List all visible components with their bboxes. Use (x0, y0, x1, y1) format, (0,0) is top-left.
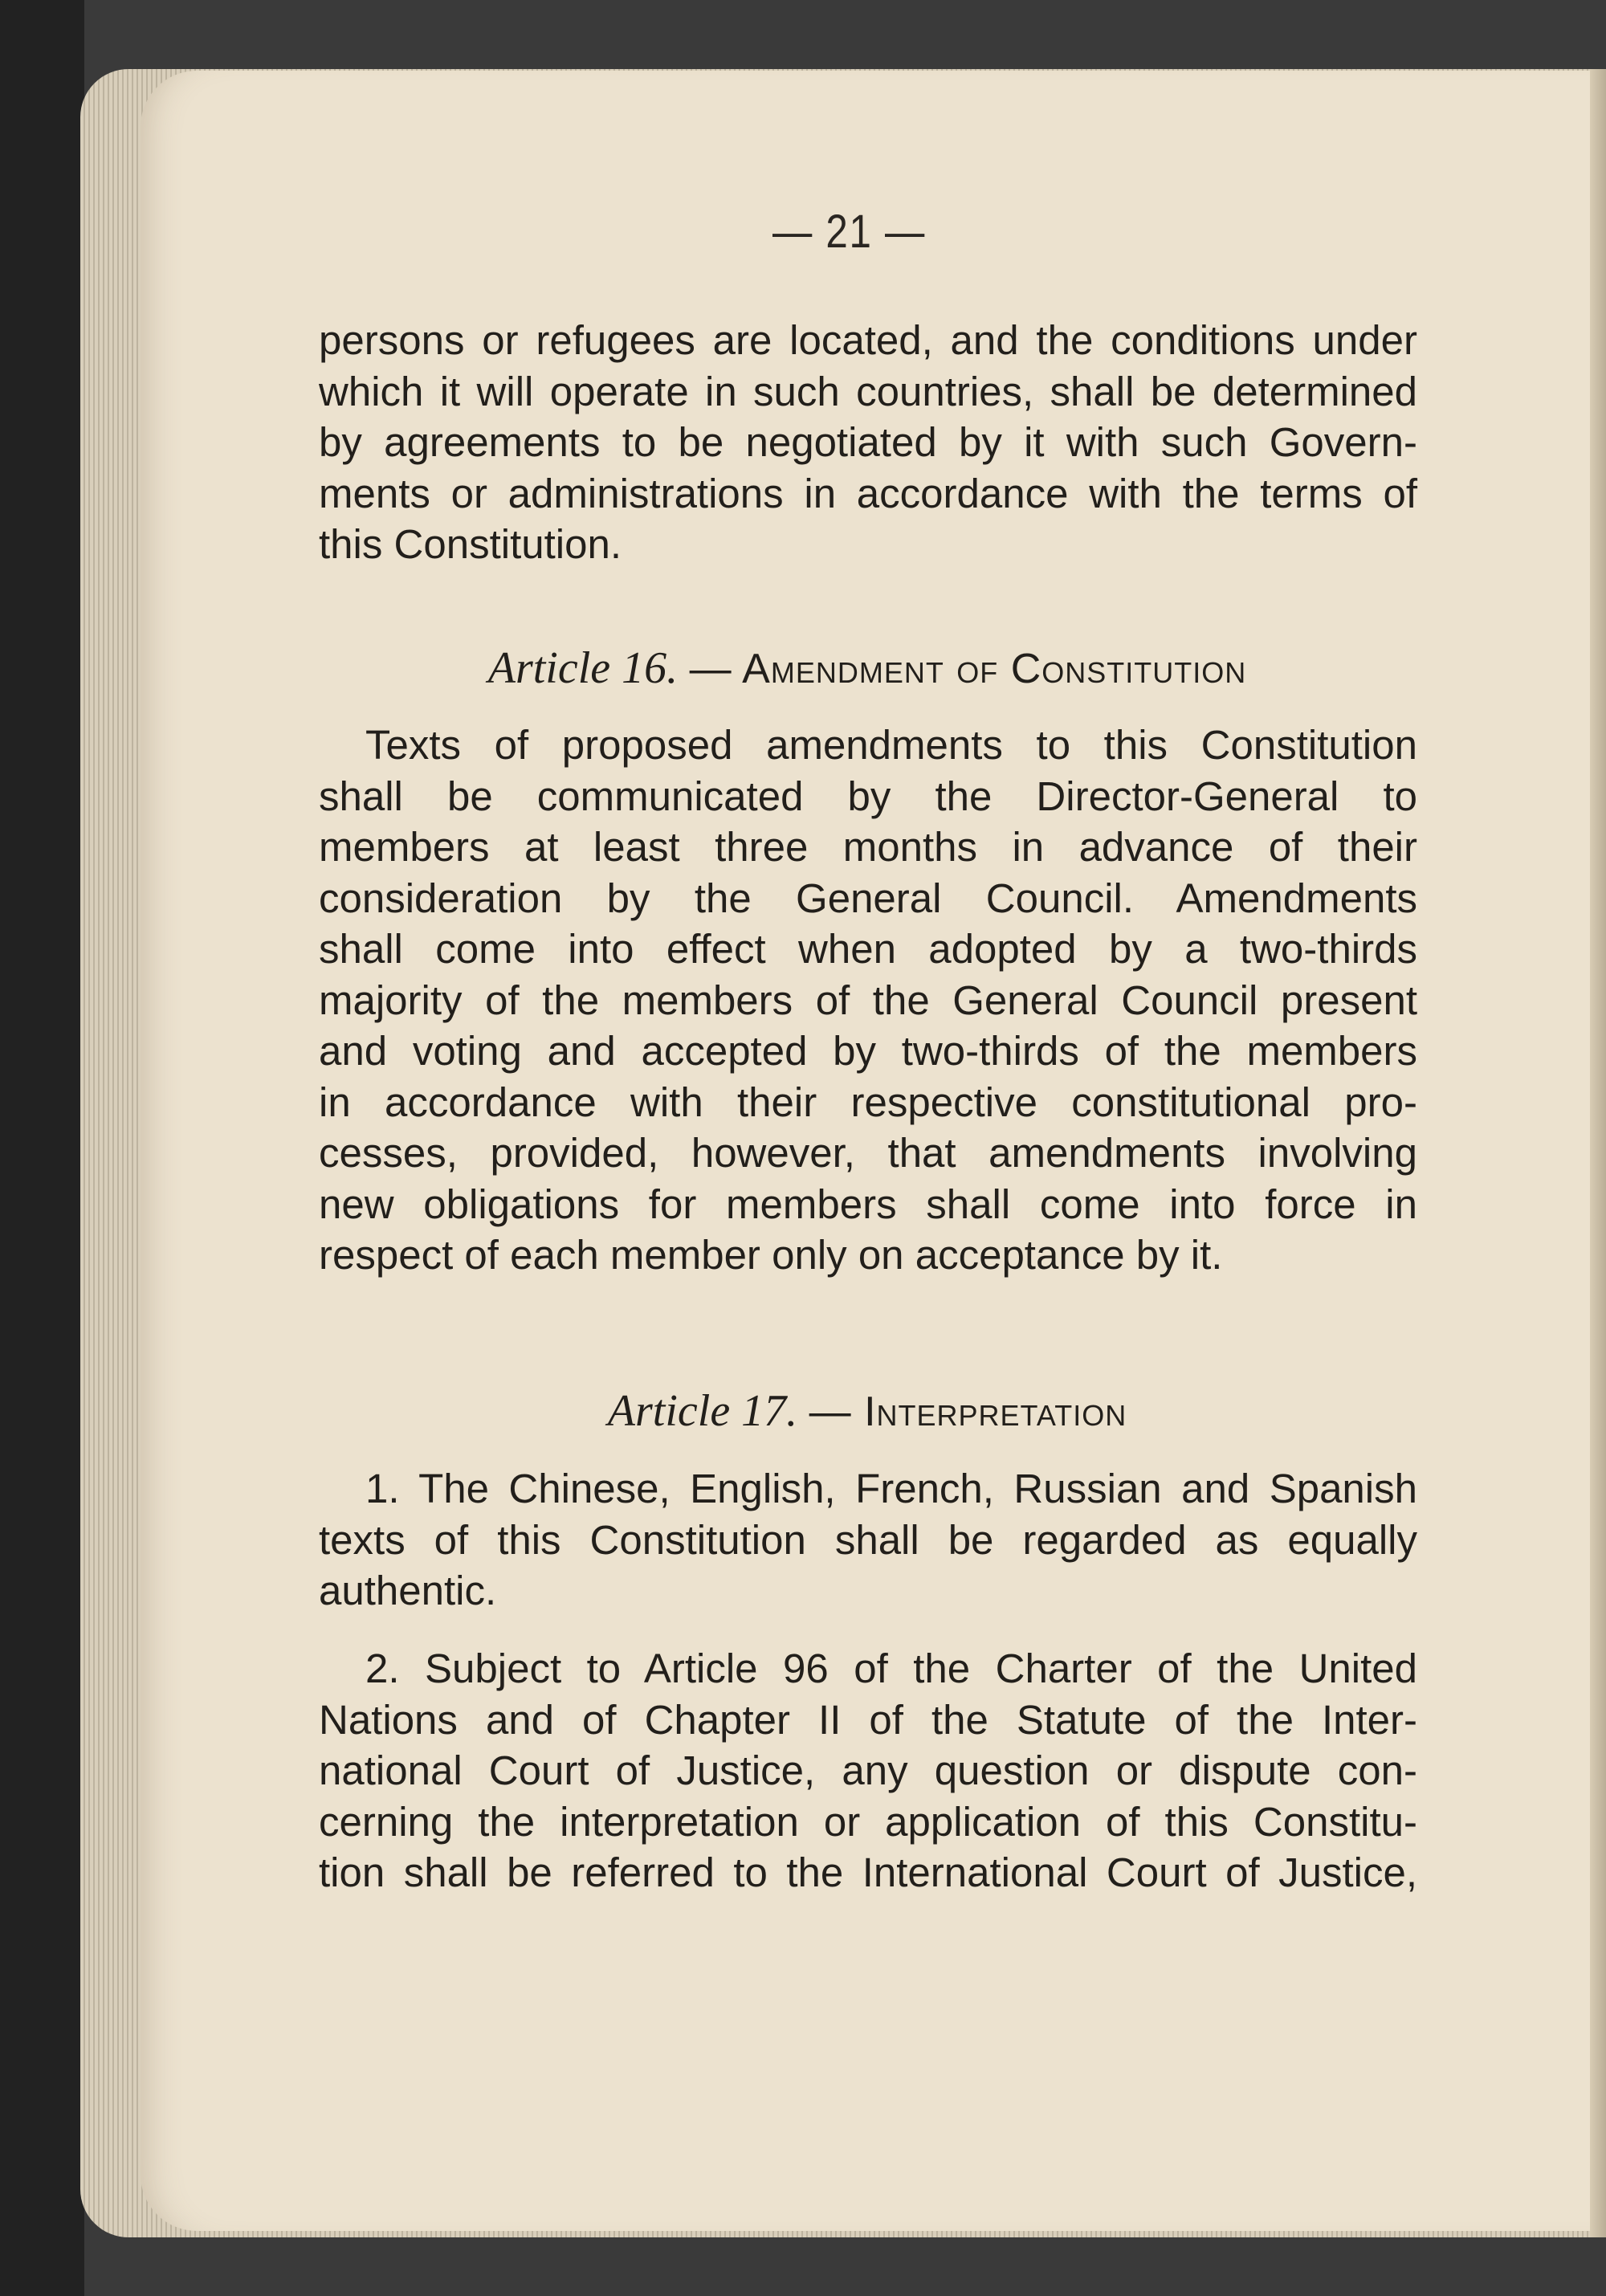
text-line: this Constitution. (319, 521, 622, 567)
article-17-paragraph-2 (319, 1643, 1417, 1898)
text-line: cesses, provided, however, that amendments involving (319, 1130, 1417, 1176)
article-16-body (319, 720, 1417, 1281)
text-line: shall be communicated by the Director-General to (319, 773, 1417, 819)
text-line: ments or administrations in accordance with the terms of (319, 470, 1417, 516)
text-line: consideration by the General Council. Amendments (319, 875, 1417, 921)
text-line: and voting and accepted by two-thirds of the members (319, 1028, 1417, 1074)
scanner-background (0, 0, 84, 2296)
text-line: Nations and of Chapter II of the Statute of the Inter- (319, 1696, 1417, 1743)
text-line: majority of the members of the General Council present (319, 977, 1417, 1023)
text-line: which it will operate in such countries, shall be determined (319, 368, 1417, 414)
article-17-label: Article 17. (607, 1386, 798, 1436)
book-gutter (1590, 69, 1606, 2237)
text-line: Texts of proposed amendments to this Constitution (365, 722, 1417, 768)
text-line: respect of each member only on acceptance by it. (319, 1232, 1223, 1278)
text-line: cerning the interpretation or application of this Constitu- (319, 1798, 1417, 1845)
text-line: 1. The Chinese, English, French, Russian and Spanish (365, 1466, 1417, 1511)
text-line: persons or refugees are located, and the conditions under (319, 317, 1417, 363)
article-17-paragraph-1 (319, 1463, 1417, 1617)
text-line: new obligations for members shall come into force in (319, 1181, 1417, 1227)
page-number: — 21 — (772, 206, 927, 258)
article-16-label: Article 16. (487, 643, 679, 693)
article-16-title: — Amendment of Constitution (689, 646, 1247, 692)
text-line: members at least three months in advance of their (319, 824, 1417, 870)
article-17-title: — Interpretation (809, 1389, 1127, 1435)
text-line: national Court of Justice, any question or dispute con- (319, 1747, 1417, 1793)
article-17-heading (0, 1385, 1606, 1437)
text-line: in accordance with their respective constitutional pro- (319, 1079, 1417, 1125)
paragraph-continued (319, 315, 1417, 570)
text-line: 2. Subject to Article 96 of the Charter of the United (365, 1646, 1417, 1691)
text-line: texts of this Constitution shall be regarded as equally (319, 1516, 1417, 1563)
text-line: authentic. (319, 1568, 497, 1613)
article-16-heading (0, 642, 1606, 694)
text-line: tion shall be referred to the International Court of Justice, (319, 1849, 1417, 1895)
text-line: by agreements to be negotiated by it with such Govern- (319, 419, 1417, 465)
text-line: shall come into effect when adopted by a two-thirds (319, 926, 1417, 972)
